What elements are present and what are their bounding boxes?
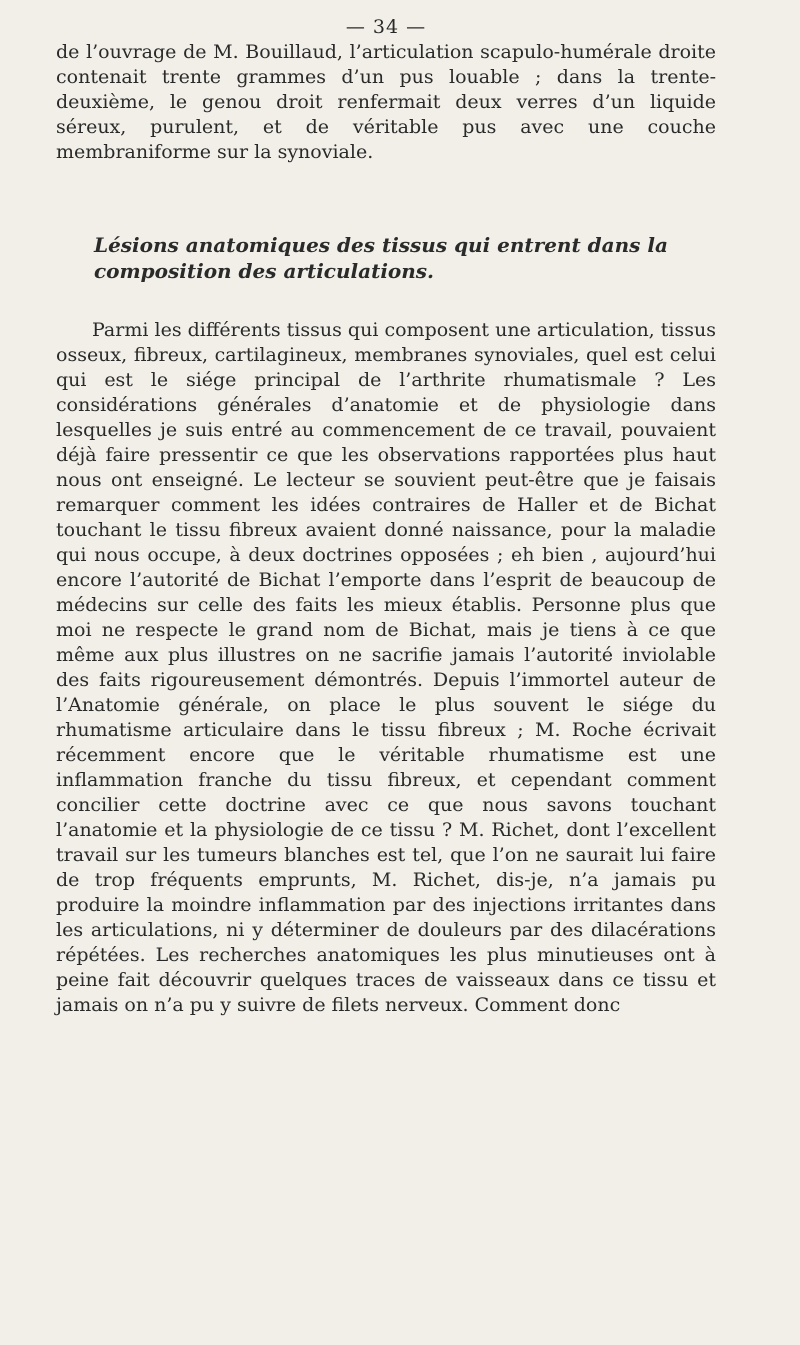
page-number: — 34 —	[345, 16, 427, 38]
paragraph-main: Parmi les différents tissus qui composent une articulation, tissus osseux, fibreux, cartilagineux, membranes synoviales, quel est celui qui est le siége principal de l’arthrite rhumatismale ? Les considérations générales d’anatomie et de physiologie dans lesquelles je suis entré au commencement de ce travail, pouvaient déjà faire pressentir ce que les observations rapportées plus haut nous ont enseigné. Le lecteur se souvient peut-être que je faisais remarquer comment les idées contraires de Haller et de Bichat touchant le tissu fibreux avaient donné naissance, pour la maladie qui nous occupe, à deux doctrines opposées ; eh bien , aujourd’hui encore l’autorité de Bichat l’emporte dans l’esprit de beaucoup de médecins sur celle des faits les mieux établis. Personne plus que moi ne respecte le grand nom de Bichat, mais je tiens à ce que même aux plus illustres on ne sacrifie jamais l’autorité inviolable des faits rigoureusement démontrés. Depuis l’immortel auteur de l’Anatomie générale, on place le plus souvent le siége du rhumatisme articulaire dans le tissu fibreux ; M. Roche écrivait récemment encore que le véritable rhumatisme est une inflammation franche du tissu fibreux, et cependant comment concilier cette doctrine avec ce que nous savons touchant l’anatomie et la physiologie de ce tissu ? M. Richet, dont l’excellent travail sur les tumeurs blanches est tel, que l’on ne saurait lui faire de trop fréquents emprunts, M. Richet, dis-je, n’a jamais pu produire la moindre inflammation par des injections irritantes dans les articulations, ni y déterminer de douleurs par des dilacérations répétées. Les recherches anatomiques les plus minutieuses ont à peine fait découvrir quelques traces de vaisseaux dans ce tissu et jamais on n’a pu y suivre de filets nerveux. Comment donc	[56, 319, 716, 1016]
section-heading: Lésions anatomiques des tissus qui entrent dans la composition des articulations.	[94, 233, 668, 283]
paragraph-continuation: de l’ouvrage de M. Bouillaud, l’articulation scapulo-humérale droite contenait trente grammes d’un pus louable ; dans la trente-deuxième, le genou droit renfermait deux verres d’un liquide séreux, purulent, et de véritable pus avec une couche membraniforme sur la synoviale.	[56, 41, 716, 163]
